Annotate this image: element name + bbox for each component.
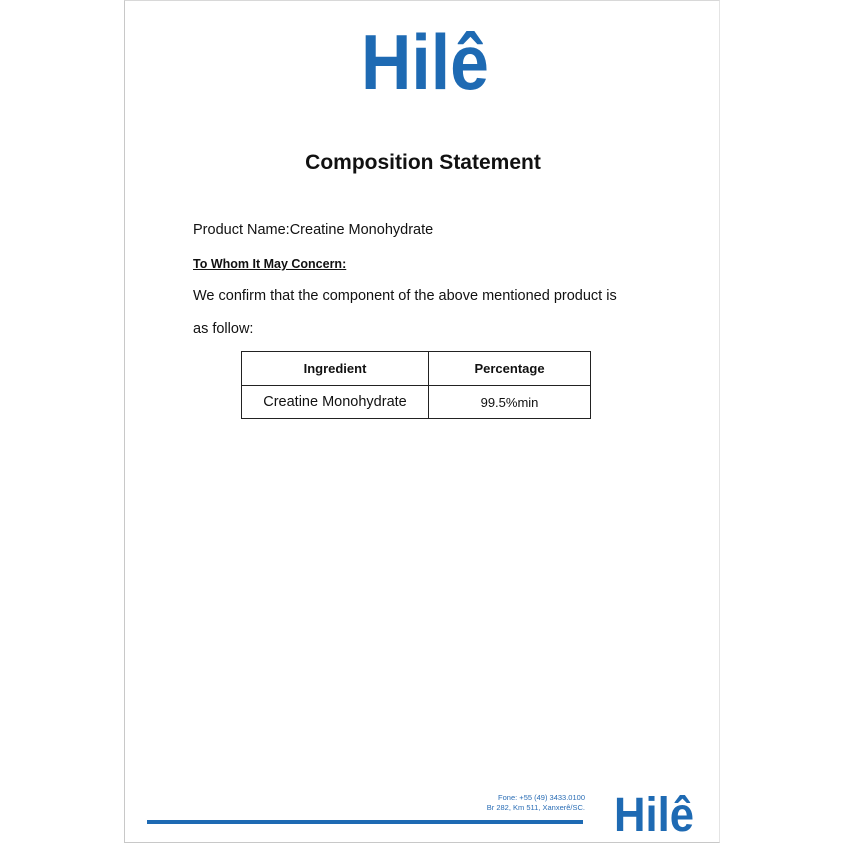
logo-wordmark: Hilê [361, 19, 489, 103]
confirmation-text-line-2: as follow: [193, 321, 254, 337]
footer-address: Br 282, Km 511, Xanxerê/SC. [486, 803, 585, 812]
cell-ingredient: Creatine Monohydrate [242, 386, 429, 419]
confirmation-text-line-1: We confirm that the component of the above mentioned product is [193, 288, 617, 304]
footer-logo-wordmark: Hilê [614, 789, 694, 839]
footer-contact [425, 793, 585, 813]
salutation: To Whom It May Concern: [193, 257, 347, 271]
document-page [124, 0, 720, 843]
footer-divider [147, 820, 583, 824]
header-percentage: Percentage [429, 352, 591, 386]
page-title: Composition Statement [305, 151, 541, 174]
header-ingredient: Ingredient [242, 352, 429, 386]
hile-logo-footer [613, 787, 695, 839]
hile-logo [359, 19, 491, 103]
cell-percentage: 99.5%min [429, 386, 591, 419]
footer-phone: Fone: +55 (49) 3433.0100 [498, 793, 585, 802]
product-name-line: Product Name:Creatine Monohydrate [193, 222, 434, 238]
composition-table [241, 351, 591, 419]
table-row [242, 386, 591, 419]
table-header-row [242, 352, 591, 386]
